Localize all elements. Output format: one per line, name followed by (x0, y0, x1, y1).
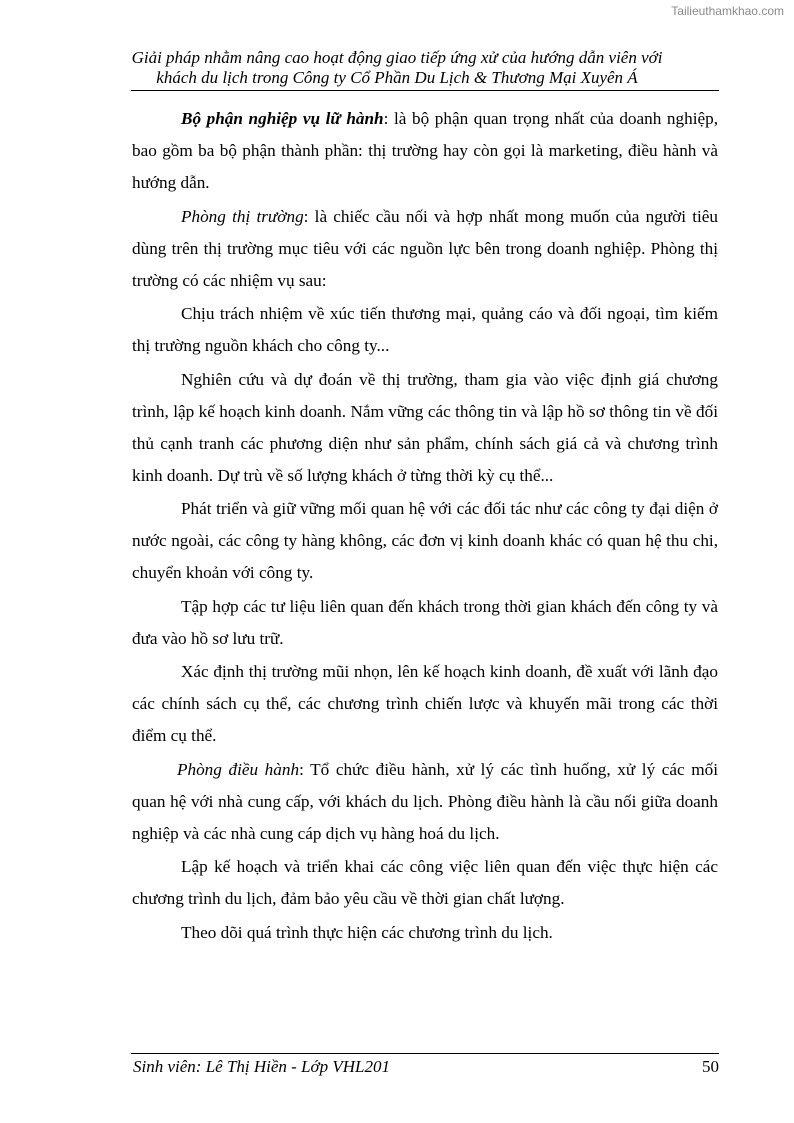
paragraph: Xác định thị trường mũi nhọn, lên kế hoạch kinh doanh, đề xuất với lãnh đạo các chính sách cụ thể, các chương trình chiến lược và khuyến mãi trong các thời điểm cụ thể. (132, 662, 718, 745)
header-line-2: khách du lịch trong Công ty Cổ Phần Du Lịch & Thương Mại Xuyên Á (156, 68, 638, 87)
paragraph-text: : là bộ phận quan trọng nhất của doanh nghiệp, bao gồm ba bộ phận thành phần: thị trường hay còn gọi là marketing, điều hành và hướng dẫn. (132, 109, 718, 192)
paragraph-lead: Bộ phận nghiệp vụ lữ hành (181, 109, 384, 128)
paragraph-lead: Phòng điều hành (177, 759, 300, 779)
running-header (0, 48, 794, 88)
paragraph (132, 103, 718, 199)
paragraph: Lập kế hoạch và triển khai các công việc liên quan đến việc thực hiện các chương trình du lịch, đảm bảo yêu cầu về thời gian chất lượng. (132, 857, 718, 908)
paragraph-text: : là chiếc cầu nối và hợp nhất mong muốn của người tiêu dùng trên thị trường mục tiêu với các nguồn lực bên trong doanh nghiệp. Phòng thị trường có các nhiệm vụ sau: (132, 206, 718, 290)
paragraph: Chịu trách nhiệm về xúc tiến thương mại, quảng cáo và đối ngoại, tìm kiếm thị trường nguồn khách cho công ty... (132, 304, 718, 355)
header-rule (131, 90, 719, 91)
footer-author: Sinh viên: Lê Thị Hiền - Lớp VHL201 (133, 1057, 390, 1076)
paragraph-lead: Phòng thị trường (181, 206, 304, 226)
paragraph (132, 201, 718, 297)
paragraph (132, 754, 718, 850)
body-text (132, 103, 718, 950)
paragraph-text: : Tổ chức điều hành, xử lý các tình huống, xử lý các mối quan hệ với nhà cung cấp, với khách du lịch. Phòng điều hành là cầu nối giữa doanh nghiệp và các nhà cung cáp dịch vụ hàng hoá du lịch. (132, 759, 719, 843)
watermark: Tailieuthamkhao.com (671, 4, 784, 18)
paragraph: Theo dõi quá trình thực hiện các chương trình du lịch. (181, 922, 553, 942)
page-number: 50 (702, 1057, 719, 1076)
footer-rule (131, 1053, 719, 1054)
header-line-1: Giải pháp nhằm nâng cao hoạt động giao tiếp ứng xử của hướng dẫn viên với (131, 48, 663, 67)
paragraph: Nghiên cứu và dự đoán về thị trường, tham gia vào việc định giá chương trình, lập kế hoạch kinh doanh. Nắm vững các thông tin và lập hồ sơ thông tin về đối thủ cạnh tranh các phương diện như sản phẩm, chính sách giá cả và chương trình kinh doanh. Dự trù về số lượng khách ở từng thời kỳ cụ thể... (132, 369, 718, 485)
paragraph: Phát triển và giữ vững mối quan hệ với các đối tác như các công ty đại diện ở nước ngoài, các công ty hàng không, các đơn vị kinh doanh khác có quan hệ thu chi, chuyển khoản với công ty. (132, 499, 718, 582)
paragraph: Tập hợp các tư liệu liên quan đến khách trong thời gian khách đến công ty và đưa vào hồ sơ lưu trữ. (132, 596, 718, 648)
